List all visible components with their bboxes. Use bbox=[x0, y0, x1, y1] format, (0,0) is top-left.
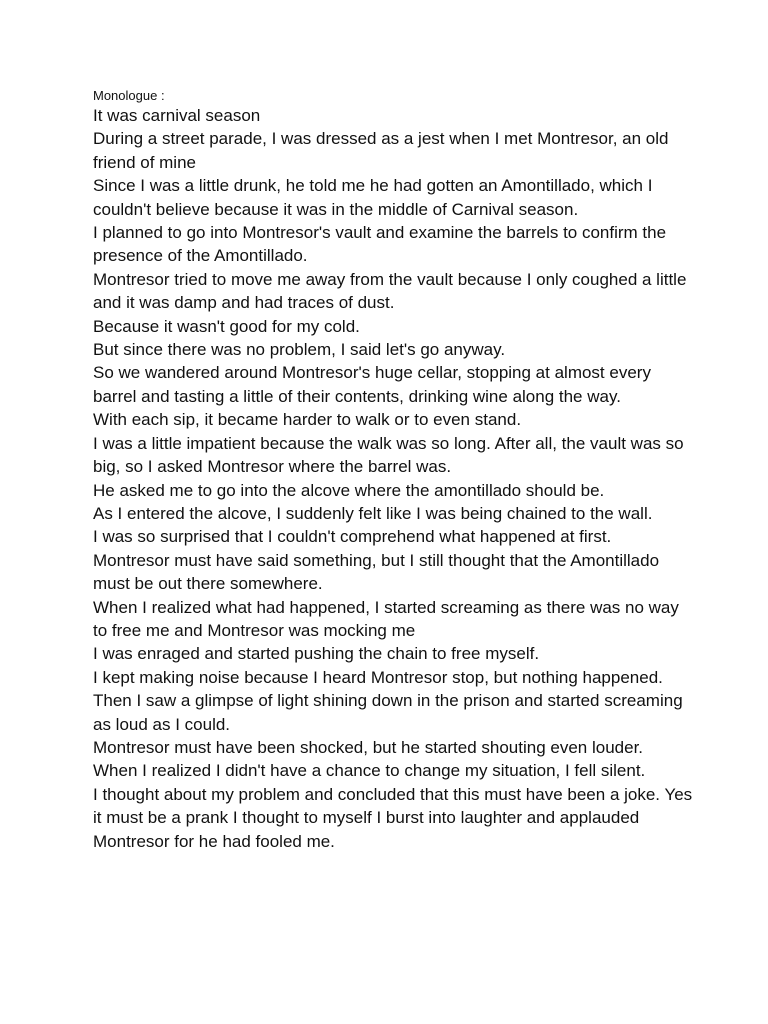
paragraph: I kept making noise because I heard Montresor stop, but nothing happened. bbox=[93, 667, 663, 687]
paragraph: When I realized what had happened, I started screaming as there was no way to free me and Montresor was mocking me bbox=[93, 597, 679, 640]
paragraph: I thought about my problem and concluded that this must have been a joke. Yes it must be a prank I thought to myself I burst into laughter and applauded Montresor for he had fooled me. bbox=[93, 784, 693, 851]
paragraph: Since I was a little drunk, he told me he had gotten an Amontillado, which I couldn't believe because it was in the middle of Carnival season. bbox=[93, 176, 653, 219]
paragraph: I was a little impatient because the walk was so long. After all, the vault was so big, so I asked Montresor where the barrel was. bbox=[93, 433, 684, 477]
paragraph: Montresor must have said something, but I still thought that the Amontillado must be out there somewhere. bbox=[93, 550, 660, 594]
paragraph: Montresor must have been shocked, but he started shouting even louder. bbox=[93, 737, 644, 757]
paragraph: He asked me to go into the alcove where the amontillado should be. bbox=[93, 480, 605, 500]
paragraph: It was carnival season bbox=[93, 106, 261, 125]
monologue-text bbox=[93, 104, 693, 853]
paragraph: But since there was no problem, I said let's go anyway. bbox=[93, 340, 506, 360]
document-body bbox=[93, 87, 693, 853]
paragraph: I planned to go into Montresor's vault and examine the barrels to confirm the presence of the Amontillado. bbox=[93, 223, 667, 266]
paragraph: During a street parade, I was dressed as a jest when I met Montresor, an old friend of mine bbox=[93, 129, 669, 172]
paragraph: When I realized I didn't have a chance to change my situation, I fell silent. bbox=[93, 761, 646, 781]
paragraph: Montresor tried to move me away from the vault because I only coughed a little and it was damp and had traces of dust. bbox=[93, 269, 687, 313]
paragraph: As I entered the alcove, I suddenly felt like I was being chained to the wall. bbox=[93, 503, 653, 523]
paragraph: Then I saw a glimpse of light shining down in the prison and started screaming as loud as I could. bbox=[93, 691, 683, 734]
paragraph: I was so surprised that I couldn't comprehend what happened at first. bbox=[93, 527, 612, 547]
document-heading: Monologue : bbox=[93, 88, 165, 103]
paragraph: With each sip, it became harder to walk or to even stand. bbox=[93, 410, 522, 430]
paragraph: I was enraged and started pushing the chain to free myself. bbox=[93, 644, 540, 664]
paragraph: So we wandered around Montresor's huge cellar, stopping at almost every barrel and tasting a little of their contents, drinking wine along the way. bbox=[93, 363, 651, 406]
paragraph: Because it wasn't good for my cold. bbox=[93, 316, 360, 336]
